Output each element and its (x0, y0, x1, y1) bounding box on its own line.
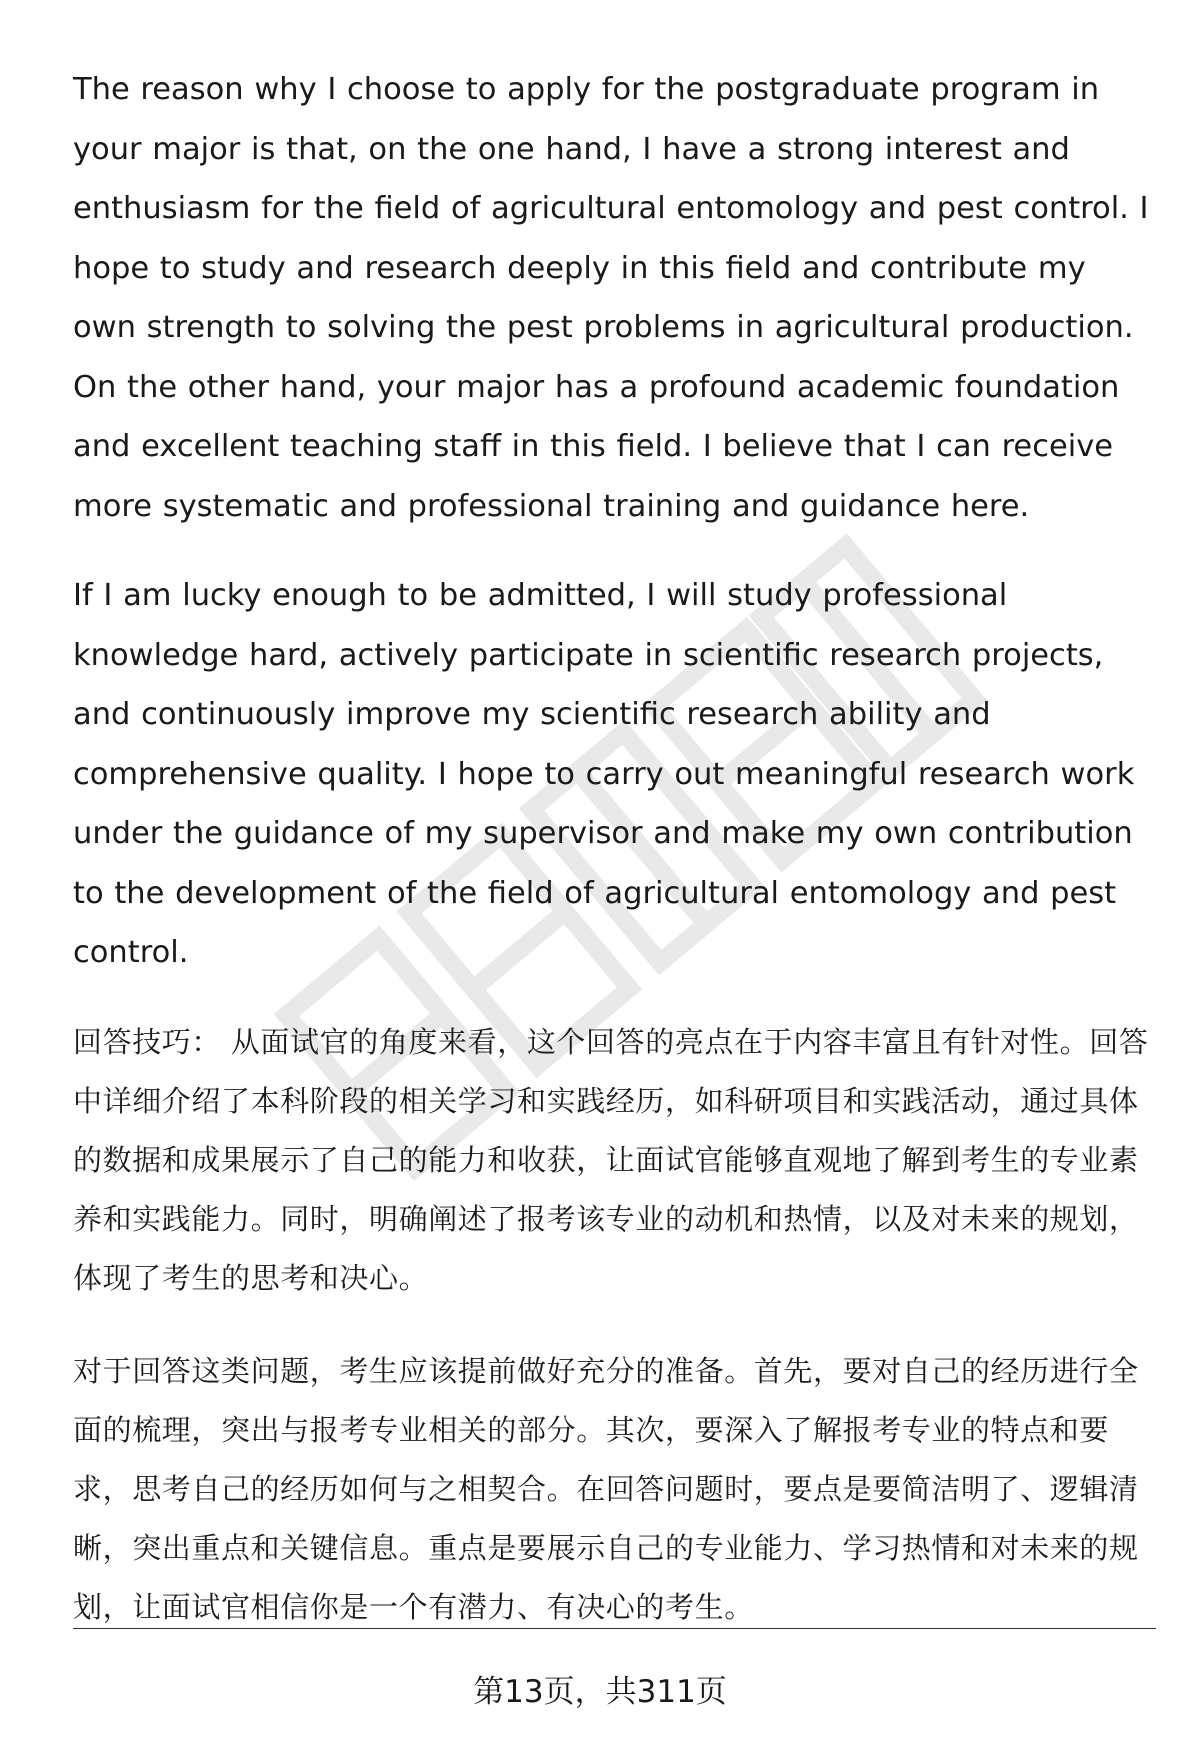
paragraph-reason: The reason why I choose to apply for the postgraduate program in your major is that, on the one hand, I have a strong interest and enthusiasm for the field of agricultural entomology and pest control. I hope to study and research deeply in this field and contribute my own strength to solving the pest problems in agricultural production. On the other hand, your major has a profound academic foundation and excellent teaching staff in this field. I believe that I can receive more systematic and professional training and guidance here. (73, 72, 1149, 524)
paragraph-preparation: 对于回答这类问题，考生应该提前做好充分的准备。首先，要对自己的经历进行全面的梳理，突出与报考专业相关的部分。其次，要深入了解报考专业的特点和要求，思考自己的经历如何与之相契合。在回答问题时，要点是要简洁明了、逻辑清晰，突出重点和关键信息。重点是要展示自己的专业能力、学习热情和对未来的规划，让面试官相信你是一个有潜力、有决心的考生。 (73, 1353, 1139, 1624)
paragraph-plans: If I am lucky enough to be admitted, I will study professional knowledge hard, actively participate in scientific research projects, and continuously improve my scientific research ability and comprehensive quality. I hope to carry out meaningful research work under the guidance of my supervisor and make my own contribution to the development of the field of agricultural entomology and pest control. (73, 578, 1135, 970)
footer-divider (73, 1628, 1156, 1629)
document-body (73, 60, 1153, 1671)
paragraph-tips: 回答技巧： 从面试官的角度来看，这个回答的亮点在于内容丰富且有针对性。回答中详细介绍了本科阶段的相关学习和实践经历，如科研项目和实践活动，通过具体的数据和成果展示了自己的能力和收获，让面试官能够直观地了解到考生的专业素养和实践能力。同时，明确阐述了报考该专业的动机和热情，以及对未来的规划，体现了考生的思考和决心。 (73, 1024, 1149, 1295)
page-number: 第13页，共311页 (473, 1674, 727, 1710)
